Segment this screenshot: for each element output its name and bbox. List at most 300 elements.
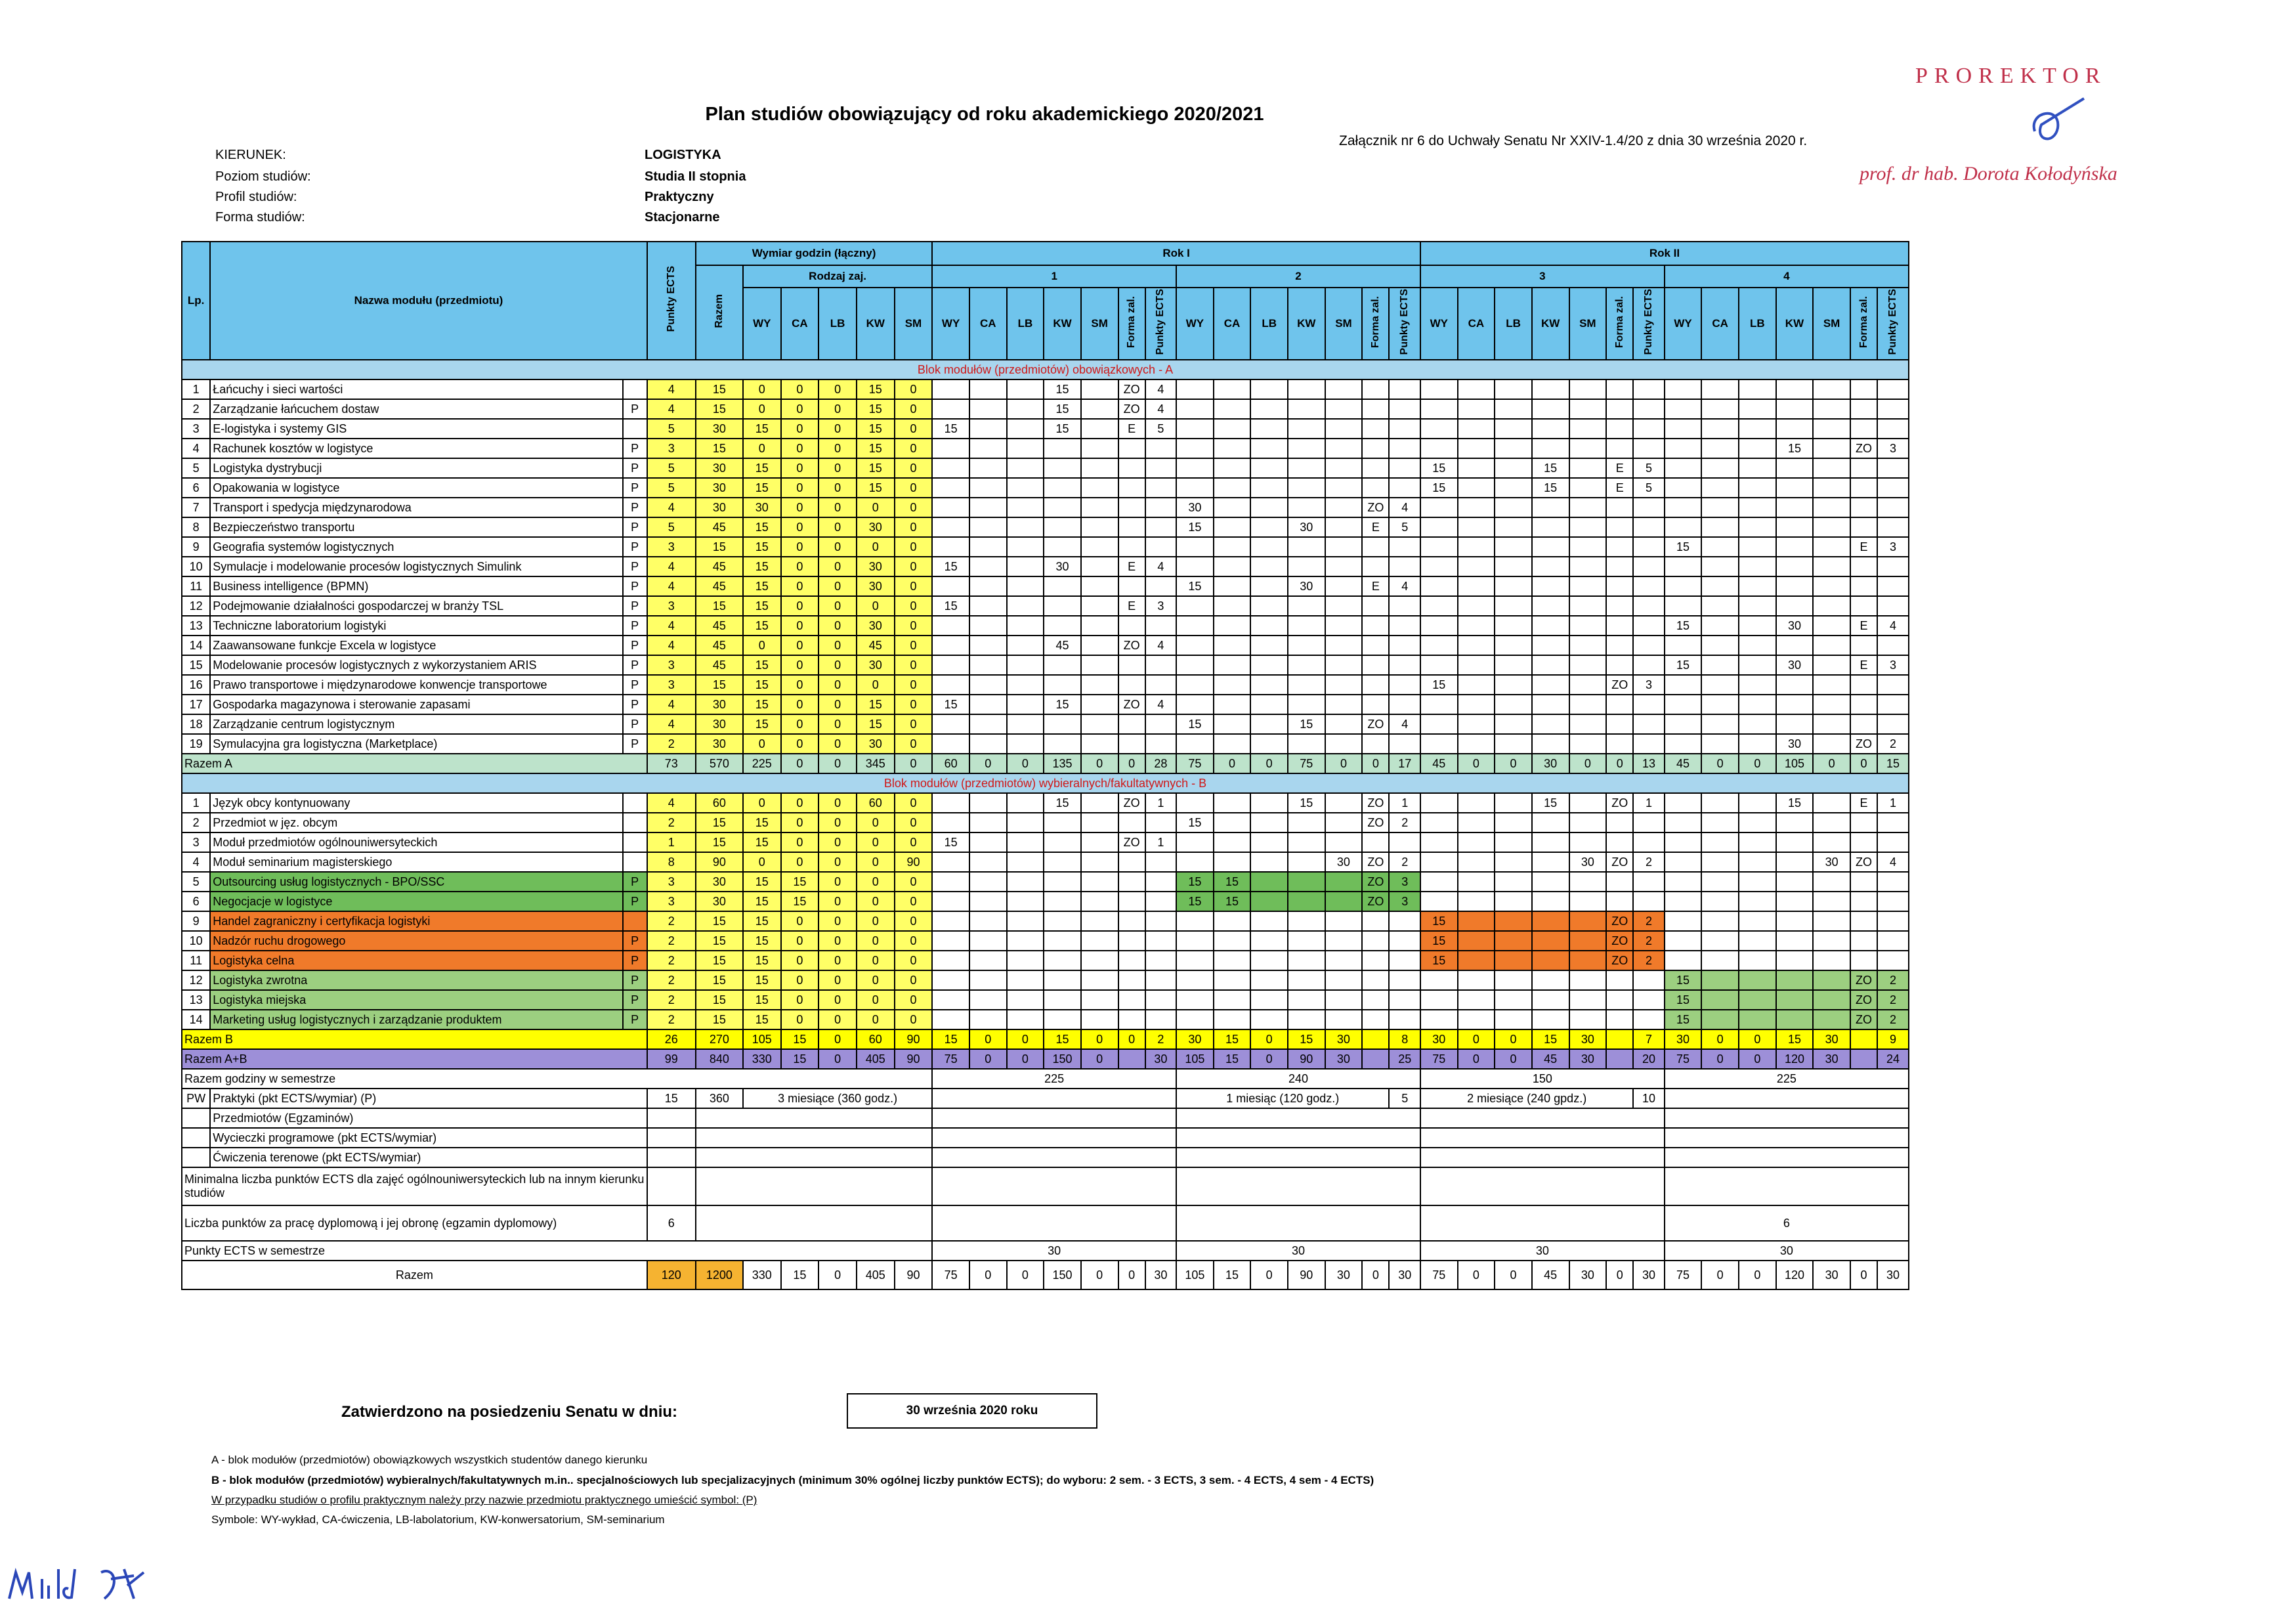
course-lp: 9 bbox=[182, 537, 210, 557]
semester-cell bbox=[1877, 872, 1909, 892]
semester-cell: 15 bbox=[1176, 714, 1214, 734]
summary-sem-cell: 45 bbox=[1665, 754, 1702, 773]
semester-cell: 15 bbox=[1044, 419, 1081, 439]
summary-sem-cell: 120 bbox=[1776, 1049, 1814, 1069]
semester-cell: ZO bbox=[1362, 714, 1389, 734]
header-type-wy: WY bbox=[743, 288, 781, 360]
summary-sem-cell: 30 bbox=[1325, 1049, 1363, 1069]
semester-cell bbox=[1665, 951, 1702, 970]
semester-cell bbox=[1145, 911, 1176, 931]
praktyki-sem2-ects: 5 bbox=[1389, 1089, 1420, 1108]
hours-per-semester-value: 225 bbox=[932, 1069, 1176, 1089]
semester-cell bbox=[1145, 990, 1176, 1010]
semester-cell bbox=[1288, 695, 1325, 714]
summary-sem-cell: 150 bbox=[1044, 1049, 1081, 1069]
course-hours-type: 0 bbox=[857, 892, 895, 911]
course-hours-type: 0 bbox=[781, 675, 819, 695]
semester-cell bbox=[1325, 931, 1363, 951]
course-p-flag: P bbox=[623, 517, 647, 537]
course-lp: 11 bbox=[182, 576, 210, 596]
course-hours-type: 0 bbox=[895, 399, 933, 419]
summary-sem-cell: 30 bbox=[1532, 754, 1569, 773]
summary-sem-cell: 45 bbox=[1420, 754, 1458, 773]
semester-cell bbox=[1081, 714, 1118, 734]
semester-cell bbox=[1389, 557, 1420, 576]
semester-cell bbox=[932, 439, 969, 458]
semester-cell: 30 bbox=[1325, 852, 1363, 872]
total-sem-cell: 30 bbox=[1633, 1261, 1664, 1289]
semester-cell bbox=[1389, 379, 1420, 399]
semester-cell bbox=[1288, 616, 1325, 636]
course-name: Logistyka miejska bbox=[210, 990, 622, 1010]
semester-cell: 2 bbox=[1877, 970, 1909, 990]
semester-cell bbox=[1813, 636, 1850, 655]
semester-cell bbox=[1389, 399, 1420, 419]
semester-cell bbox=[1214, 951, 1251, 970]
semester-cell bbox=[1850, 931, 1877, 951]
semester-cell bbox=[1176, 675, 1214, 695]
semester-cell bbox=[1606, 419, 1633, 439]
summary-type: 345 bbox=[857, 754, 895, 773]
semester-cell bbox=[1362, 655, 1389, 675]
semester-cell bbox=[1495, 970, 1532, 990]
semester-cell bbox=[1362, 951, 1389, 970]
semester-cell bbox=[1813, 596, 1850, 616]
course-hours-type: 0 bbox=[818, 439, 857, 458]
semester-cell bbox=[1214, 399, 1251, 419]
semester-cell bbox=[932, 478, 969, 498]
course-hours-total: 90 bbox=[696, 852, 743, 872]
course-row bbox=[182, 990, 1909, 1010]
semester-cell: 30 bbox=[1044, 557, 1081, 576]
course-p-flag: P bbox=[623, 951, 647, 970]
semester-cell bbox=[1118, 813, 1145, 832]
semester-cell bbox=[1495, 734, 1532, 754]
course-row bbox=[182, 517, 1909, 537]
semester-cell bbox=[1288, 813, 1325, 832]
total-sem-cell: 0 bbox=[1250, 1261, 1288, 1289]
course-lp: 9 bbox=[182, 911, 210, 931]
semester-cell bbox=[1701, 537, 1739, 557]
semester-cell bbox=[1214, 1010, 1251, 1029]
semester-cell bbox=[1389, 951, 1420, 970]
course-row bbox=[182, 399, 1909, 419]
semester-cell: 45 bbox=[1044, 636, 1081, 655]
semester-cell bbox=[1569, 734, 1607, 754]
semester-cell bbox=[1850, 636, 1877, 655]
header-sem1-sm: SM bbox=[1081, 288, 1118, 360]
semester-cell bbox=[1606, 576, 1633, 596]
header-sem1-wy: WY bbox=[932, 288, 969, 360]
course-hours-type: 0 bbox=[895, 734, 933, 754]
total-sem-cell: 0 bbox=[1606, 1261, 1633, 1289]
summary-sem-cell: 105 bbox=[1776, 754, 1814, 773]
semester-cell bbox=[969, 517, 1007, 537]
semester-cell bbox=[1176, 931, 1214, 951]
course-row bbox=[182, 379, 1909, 399]
semester-cell bbox=[1458, 931, 1495, 951]
semester-cell bbox=[1495, 517, 1532, 537]
course-name: Geografia systemów logistycznych bbox=[210, 537, 622, 557]
course-hours-type: 0 bbox=[895, 832, 933, 852]
course-hours-type: 0 bbox=[743, 439, 781, 458]
note-p: W przypadku studiów o profilu praktycznym należy przy nazwie przedmiotu praktycznego umieścić symbol: (P) bbox=[211, 1494, 757, 1506]
summary-sem-cell: 25 bbox=[1389, 1049, 1420, 1069]
semester-cell bbox=[1776, 419, 1814, 439]
semester-cell bbox=[1850, 399, 1877, 419]
semester-cell bbox=[1458, 1010, 1495, 1029]
semester-cell bbox=[932, 714, 969, 734]
header-type-ca: CA bbox=[781, 288, 819, 360]
semester-cell bbox=[1176, 419, 1214, 439]
extra-row-label: Ćwiczenia terenowe (pkt ECTS/wymiar) bbox=[210, 1148, 647, 1167]
semester-cell: ZO bbox=[1118, 695, 1145, 714]
semester-cell: 2 bbox=[1633, 911, 1664, 931]
extra-sem bbox=[1176, 1128, 1420, 1148]
summary-sem-cell: 0 bbox=[1250, 754, 1288, 773]
semester-cell bbox=[1145, 1010, 1176, 1029]
summary-type: 15 bbox=[781, 1049, 819, 1069]
course-hours-total: 15 bbox=[696, 813, 743, 832]
course-hours-total: 15 bbox=[696, 1010, 743, 1029]
semester-cell bbox=[1081, 616, 1118, 636]
course-row bbox=[182, 616, 1909, 636]
semester-cell bbox=[1665, 439, 1702, 458]
semester-cell bbox=[1362, 636, 1389, 655]
course-hours-type: 0 bbox=[818, 872, 857, 892]
course-row bbox=[182, 675, 1909, 695]
semester-cell: E bbox=[1606, 458, 1633, 478]
course-hours-type: 0 bbox=[781, 832, 819, 852]
semester-cell bbox=[1458, 813, 1495, 832]
semester-cell bbox=[1145, 517, 1176, 537]
semester-cell bbox=[969, 832, 1007, 852]
course-hours-type: 30 bbox=[857, 734, 895, 754]
semester-cell bbox=[1606, 695, 1633, 714]
semester-cell bbox=[1850, 576, 1877, 596]
semester-cell bbox=[1044, 675, 1081, 695]
semester-cell bbox=[1458, 714, 1495, 734]
extra-sem bbox=[1665, 1148, 1909, 1167]
total-sem-cell: 45 bbox=[1532, 1261, 1569, 1289]
semester-cell bbox=[1458, 675, 1495, 695]
semester-cell bbox=[1701, 931, 1739, 951]
semester-cell bbox=[1044, 478, 1081, 498]
semester-cell bbox=[1118, 951, 1145, 970]
semester-cell bbox=[1458, 636, 1495, 655]
semester-cell bbox=[1776, 498, 1814, 517]
course-lp: 15 bbox=[182, 655, 210, 675]
semester-cell: ZO bbox=[1606, 911, 1633, 931]
semester-cell bbox=[1665, 695, 1702, 714]
semester-cell: ZO bbox=[1118, 793, 1145, 813]
semester-cell bbox=[1389, 911, 1420, 931]
course-p-flag bbox=[623, 793, 647, 813]
summary-sem-cell: 30 bbox=[1569, 1049, 1607, 1069]
course-name: Modelowanie procesów logistycznych z wykorzystaniem ARIS bbox=[210, 655, 622, 675]
course-hours-type: 0 bbox=[818, 931, 857, 951]
course-lp: 18 bbox=[182, 714, 210, 734]
semester-cell bbox=[1877, 695, 1909, 714]
course-name: Techniczne laboratorium logistyki bbox=[210, 616, 622, 636]
total-sem-cell: 30 bbox=[1389, 1261, 1420, 1289]
semester-cell bbox=[1044, 852, 1081, 872]
semester-cell bbox=[1362, 695, 1389, 714]
semester-cell bbox=[1362, 478, 1389, 498]
semester-cell bbox=[1044, 734, 1081, 754]
semester-cell bbox=[1389, 832, 1420, 852]
summary-sem-cell: 0 bbox=[1007, 754, 1044, 773]
semester-cell bbox=[1250, 399, 1288, 419]
semester-cell bbox=[1007, 576, 1044, 596]
semester-cell bbox=[1145, 734, 1176, 754]
semester-cell bbox=[969, 596, 1007, 616]
semester-cell bbox=[1701, 813, 1739, 832]
semester-cell bbox=[1176, 439, 1214, 458]
semester-cell bbox=[1044, 970, 1081, 990]
dyplom-sem bbox=[1420, 1205, 1665, 1241]
semester-cell bbox=[1701, 990, 1739, 1010]
semester-cell bbox=[1081, 596, 1118, 616]
semester-cell bbox=[1701, 478, 1739, 498]
total-type: 0 bbox=[818, 1261, 857, 1289]
total-sem-cell: 0 bbox=[1362, 1261, 1389, 1289]
semester-cell bbox=[932, 990, 969, 1010]
semester-cell bbox=[932, 675, 969, 695]
semester-cell bbox=[1458, 655, 1495, 675]
semester-cell bbox=[932, 379, 969, 399]
extra-row-label: Wycieczki programowe (pkt ECTS/wymiar) bbox=[210, 1128, 647, 1148]
course-name: Moduł przedmiotów ogólnouniwersyteckich bbox=[210, 832, 622, 852]
semester-cell bbox=[1739, 695, 1776, 714]
semester-cell: 3 bbox=[1877, 439, 1909, 458]
semester-cell bbox=[1288, 852, 1325, 872]
semester-cell bbox=[1776, 852, 1814, 872]
semester-cell bbox=[1532, 655, 1569, 675]
summary-sem-cell: 105 bbox=[1176, 1049, 1214, 1069]
semester-cell bbox=[1665, 793, 1702, 813]
course-name: Marketing usług logistycznych i zarządzanie produktem bbox=[210, 1010, 622, 1029]
semester-cell bbox=[1325, 478, 1363, 498]
course-hours-type: 30 bbox=[857, 616, 895, 636]
course-p-flag: P bbox=[623, 458, 647, 478]
semester-cell bbox=[932, 970, 969, 990]
semester-cell bbox=[1665, 379, 1702, 399]
semester-cell bbox=[1776, 872, 1814, 892]
semester-cell bbox=[1776, 399, 1814, 419]
course-hours-type: 0 bbox=[895, 872, 933, 892]
summary-type: 90 bbox=[895, 1029, 933, 1049]
course-hours-type: 0 bbox=[895, 911, 933, 931]
semester-cell bbox=[1420, 616, 1458, 636]
semester-cell bbox=[1633, 576, 1664, 596]
summary-sem-cell: 30 bbox=[1665, 1029, 1702, 1049]
semester-cell bbox=[1850, 379, 1877, 399]
header-forma-zal: Forma zal. bbox=[1606, 288, 1633, 360]
header-punkty-ects: Punkty ECTS bbox=[1633, 288, 1664, 360]
summary-sem-cell: 75 bbox=[1288, 754, 1325, 773]
semester-cell bbox=[1850, 832, 1877, 852]
course-p-flag: P bbox=[623, 990, 647, 1010]
semester-cell: 15 bbox=[1665, 970, 1702, 990]
course-row bbox=[182, 793, 1909, 813]
total-sem-cell: 75 bbox=[1420, 1261, 1458, 1289]
praktyki-sem4 bbox=[1665, 1089, 1909, 1108]
course-row bbox=[182, 636, 1909, 655]
course-name: Logistyka dystrybucji bbox=[210, 458, 622, 478]
semester-cell: 4 bbox=[1389, 714, 1420, 734]
semester-cell bbox=[1633, 439, 1664, 458]
semester-cell bbox=[1532, 872, 1569, 892]
semester-cell: ZO bbox=[1606, 852, 1633, 872]
semester-cell: ZO bbox=[1850, 990, 1877, 1010]
course-hours-type: 0 bbox=[781, 576, 819, 596]
semester-cell bbox=[1176, 636, 1214, 655]
semester-cell bbox=[1569, 714, 1607, 734]
course-p-flag bbox=[623, 832, 647, 852]
semester-cell: 30 bbox=[1176, 498, 1214, 517]
semester-cell bbox=[1007, 655, 1044, 675]
semester-cell bbox=[1633, 498, 1664, 517]
course-hours-type: 15 bbox=[857, 458, 895, 478]
semester-cell bbox=[1458, 990, 1495, 1010]
course-hours-type: 15 bbox=[743, 1010, 781, 1029]
summary-sem-cell: 45 bbox=[1532, 1049, 1569, 1069]
total-hours: 1200 bbox=[696, 1261, 743, 1289]
semester-cell bbox=[1850, 498, 1877, 517]
semester-cell bbox=[1044, 458, 1081, 478]
course-hours-type: 0 bbox=[895, 636, 933, 655]
semester-cell bbox=[1362, 1010, 1389, 1029]
course-lp: 6 bbox=[182, 892, 210, 911]
course-row bbox=[182, 458, 1909, 478]
semester-cell bbox=[1044, 872, 1081, 892]
course-hours-type: 90 bbox=[895, 852, 933, 872]
semester-cell bbox=[1044, 596, 1081, 616]
semester-cell bbox=[1145, 970, 1176, 990]
total-sem-cell: 0 bbox=[1739, 1261, 1776, 1289]
semester-cell bbox=[1250, 970, 1288, 990]
semester-cell: 15 bbox=[932, 596, 969, 616]
course-ects: 4 bbox=[647, 714, 696, 734]
semester-cell bbox=[1325, 596, 1363, 616]
course-hours-total: 45 bbox=[696, 636, 743, 655]
semester-cell bbox=[1633, 537, 1664, 557]
semester-cell bbox=[1495, 498, 1532, 517]
semester-cell bbox=[1362, 832, 1389, 852]
course-hours-type: 0 bbox=[895, 951, 933, 970]
summary-type: 105 bbox=[743, 1029, 781, 1049]
semester-cell bbox=[1633, 872, 1664, 892]
semester-cell bbox=[1145, 498, 1176, 517]
semester-cell bbox=[1813, 714, 1850, 734]
semester-cell bbox=[1250, 1010, 1288, 1029]
semester-cell bbox=[1701, 517, 1739, 537]
semester-cell bbox=[1007, 596, 1044, 616]
course-ects: 4 bbox=[647, 498, 696, 517]
semester-cell: ZO bbox=[1118, 379, 1145, 399]
semester-cell bbox=[1081, 1010, 1118, 1029]
summary-sem-cell: 15 bbox=[1776, 1029, 1814, 1049]
semester-cell bbox=[1495, 557, 1532, 576]
total-sem-cell: 0 bbox=[969, 1261, 1007, 1289]
semester-cell bbox=[1081, 636, 1118, 655]
semester-cell bbox=[1701, 458, 1739, 478]
summary-sem-cell: 0 bbox=[1250, 1029, 1288, 1049]
semester-cell bbox=[1081, 399, 1118, 419]
semester-cell bbox=[1633, 517, 1664, 537]
extra-ects bbox=[647, 1108, 696, 1128]
semester-cell bbox=[1250, 734, 1288, 754]
course-name: Business intelligence (BPMN) bbox=[210, 576, 622, 596]
course-hours-type: 0 bbox=[895, 1010, 933, 1029]
semester-cell bbox=[932, 911, 969, 931]
course-hours-type: 0 bbox=[818, 951, 857, 970]
course-hours-type: 0 bbox=[818, 478, 857, 498]
semester-cell bbox=[1813, 419, 1850, 439]
course-hours-type: 0 bbox=[818, 675, 857, 695]
meta-value: LOGISTYKA bbox=[645, 148, 721, 162]
summary-type: 0 bbox=[818, 754, 857, 773]
course-hours-type: 0 bbox=[895, 576, 933, 596]
course-lp: 2 bbox=[182, 813, 210, 832]
semester-cell bbox=[1606, 379, 1633, 399]
semester-cell bbox=[1044, 990, 1081, 1010]
semester-cell bbox=[1214, 852, 1251, 872]
course-hours-type: 30 bbox=[857, 655, 895, 675]
semester-cell: E bbox=[1362, 517, 1389, 537]
note-b: B - blok modułów (przedmiotów) wybieralnych/fakultatywnych m.in.. specjalnościowych lub specjalizacyjnych (minimum 30% ogólnej liczby punktów ECTS); do wyboru: 2 sem. - 3 ECTS, 3 sem. - 4 ECTS, 4 sem - 4 ECTS) bbox=[211, 1474, 1374, 1486]
semester-cell bbox=[1813, 537, 1850, 557]
semester-cell bbox=[1495, 596, 1532, 616]
total-sem-cell: 30 bbox=[1325, 1261, 1363, 1289]
semester-cell bbox=[1214, 636, 1251, 655]
course-hours-total: 30 bbox=[696, 734, 743, 754]
semester-cell: 2 bbox=[1633, 931, 1664, 951]
semester-cell bbox=[1250, 576, 1288, 596]
course-hours-type: 0 bbox=[818, 419, 857, 439]
semester-cell: 30 bbox=[1776, 655, 1814, 675]
course-name: Outsourcing usług logistycznych - BPO/SSC bbox=[210, 872, 622, 892]
course-hours-total: 45 bbox=[696, 557, 743, 576]
semester-cell bbox=[932, 655, 969, 675]
semester-cell bbox=[1007, 852, 1044, 872]
semester-cell bbox=[1007, 379, 1044, 399]
course-ects: 4 bbox=[647, 557, 696, 576]
semester-cell bbox=[1458, 419, 1495, 439]
semester-cell bbox=[1701, 439, 1739, 458]
semester-cell bbox=[1633, 990, 1664, 1010]
semester-cell bbox=[1495, 832, 1532, 852]
semester-cell bbox=[1776, 379, 1814, 399]
semester-cell bbox=[1118, 478, 1145, 498]
semester-cell bbox=[1813, 793, 1850, 813]
semester-cell bbox=[1118, 616, 1145, 636]
semester-cell: 15 bbox=[932, 832, 969, 852]
summary-sem-cell: 0 bbox=[1739, 1049, 1776, 1069]
semester-cell bbox=[1007, 832, 1044, 852]
semester-cell bbox=[1776, 596, 1814, 616]
semester-cell bbox=[1118, 1010, 1145, 1029]
summary-sem-cell: 0 bbox=[1118, 1029, 1145, 1049]
course-name: Logistyka zwrotna bbox=[210, 970, 622, 990]
dyplom-sem bbox=[1176, 1205, 1420, 1241]
semester-cell bbox=[1081, 498, 1118, 517]
praktyki-sem3-desc: 2 miesiące (240 gpdz.) bbox=[1420, 1089, 1633, 1108]
semester-cell bbox=[1214, 714, 1251, 734]
course-hours-total: 30 bbox=[696, 419, 743, 439]
semester-cell bbox=[1813, 813, 1850, 832]
